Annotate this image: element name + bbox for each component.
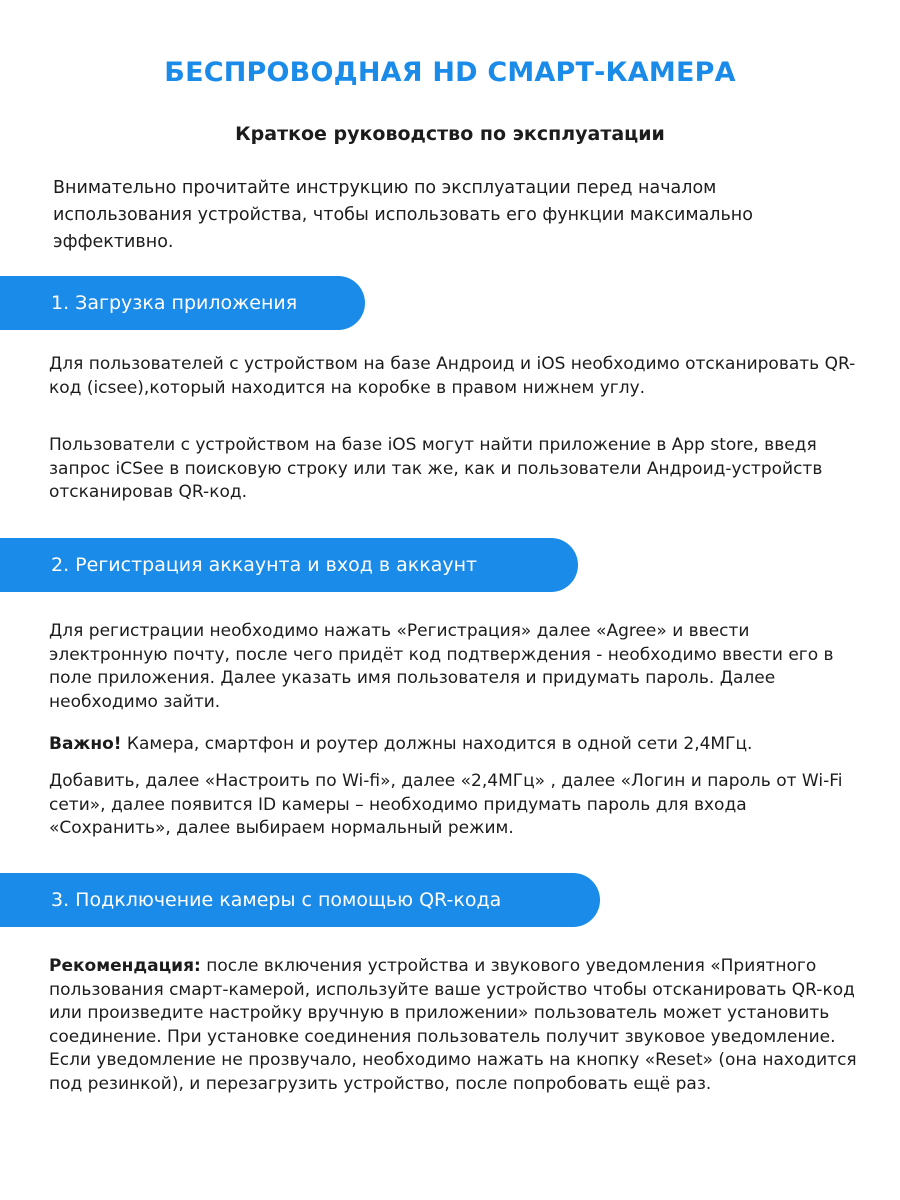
section-2-paragraph-1: Для регистрации необходимо нажать «Регистрация» далее «Agree» и ввести электронную почту, после чего придёт код подтверждения - необходимо ввести его в поле приложения. Далее указать имя пользователя и придумать пароль. Далее необходимо зайти. <box>49 621 834 712</box>
section-2-important-note <box>49 733 864 757</box>
page-title: БЕСПРОВОДНАЯ HD СМАРТ-КАМЕРА <box>164 57 736 88</box>
section-1-heading: 1. Загрузка приложения <box>0 276 365 330</box>
section-1-paragraph-2: Пользователи с устройством на базе iOS могут найти приложение в App store, введя запрос iCSee в поисковую строку или так же, как и пользователи Андроид-устройств отсканировав QR-код. <box>49 435 823 502</box>
section-1-paragraph-1: Для пользователей с устройством на базе Андроид и iOS необходимо отсканировать QR-код (icsee),который находится на коробке в правом нижнем углу. <box>49 354 856 398</box>
important-label: Важно! <box>49 734 122 754</box>
section-3-recommendation <box>49 955 864 1096</box>
recommendation-text: после включения устройства и звукового уведомления «Приятного пользования смарт-камерой, используйте ваше устройство чтобы отсканировать QR-код или произведите настройку вручную в приложении» пользователь может установить соединение. При установке соединения пользователь получит звуковое уведомление. Если уведомление не прозвучало, необходимо нажать на кнопку «Reset» (она находится под резинкой), и перезагрузить устройство, после попробовать ещё раз. <box>49 956 857 1094</box>
intro-paragraph: Внимательно прочитайте инструкцию по эксплуатации перед началом использования устройства, чтобы использовать его функции максимально эффективно. <box>53 178 753 252</box>
section-2-heading: 2. Регистрация аккаунта и вход в аккаунт <box>0 538 578 592</box>
section-2-paragraph-2: Добавить, далее «Настроить по Wi-fi», далее «2,4МГц» , далее «Логин и пароль от Wi-Fi сети», далее появится ID камеры – необходимо придумать пароль для входа «Сохранить», далее выбираем нормальный режим. <box>49 771 843 838</box>
page-subtitle: Краткое руководство по эксплуатации <box>235 123 665 145</box>
important-text: Камера, смартфон и роутер должны находится в одной сети 2,4МГц. <box>121 734 753 754</box>
recommendation-label: Рекомендация: <box>49 956 201 976</box>
section-3-heading: 3. Подключение камеры с помощью QR-кода <box>0 873 600 927</box>
